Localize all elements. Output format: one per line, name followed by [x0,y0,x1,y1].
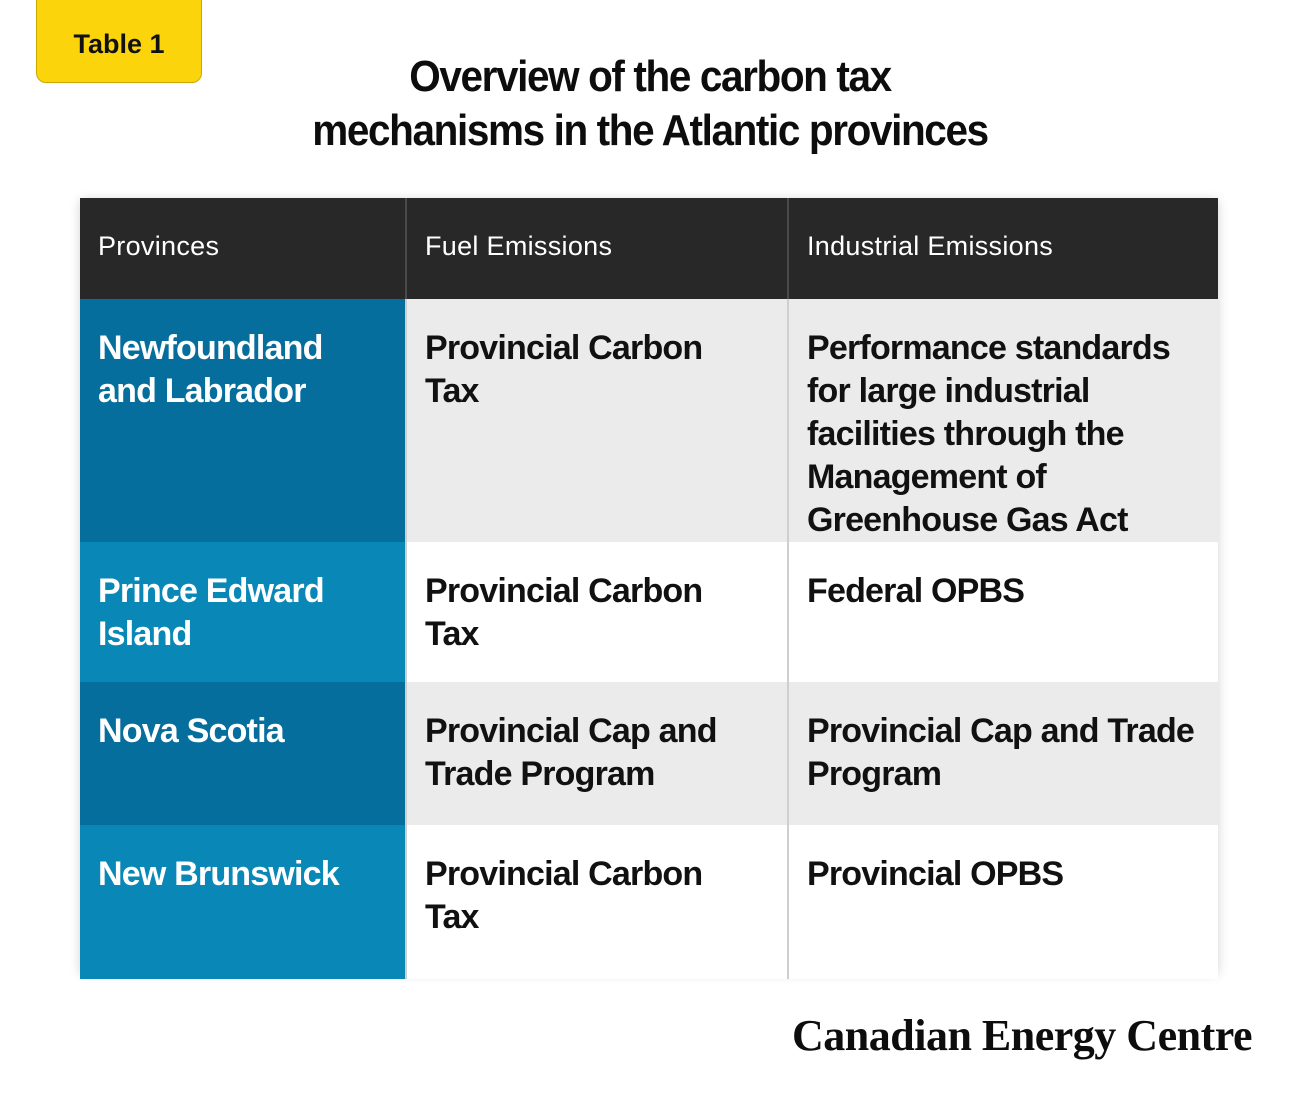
province-cell: New Brunswick [80,825,406,979]
province-cell: Newfoundland and Labrador [80,299,406,542]
column-header-provinces: Provinces [80,198,406,299]
industrial-emissions-cell: Federal OPBS [788,542,1218,682]
fuel-emissions-cell: Provincial Carbon Tax [406,542,788,682]
fuel-emissions-cell: Provincial Carbon Tax [406,825,788,979]
fuel-emissions-cell: Provincial Cap and Trade Program [406,682,788,825]
brand-logo-text: Canadian Energy Centre [792,1011,1252,1060]
table-row [80,542,1218,682]
industrial-emissions-cell: Performance standards for large industrial facilities through the Management of Greenhouse Gas Act [788,299,1218,542]
page-title [190,50,1110,158]
industrial-emissions-cell: Provincial OPBS [788,825,1218,979]
title-line-1: Overview of the carbon tax [409,52,891,101]
province-cell: Nova Scotia [80,682,406,825]
table-header-row [80,198,1218,299]
column-header-fuel-emissions: Fuel Emissions [406,198,788,299]
table-row [80,825,1218,979]
table-row [80,682,1218,825]
table-row [80,299,1218,542]
fuel-emissions-cell: Provincial Carbon Tax [406,299,788,542]
table-number-badge [36,0,202,83]
column-header-industrial-emissions: Industrial Emissions [788,198,1218,299]
industrial-emissions-cell: Provincial Cap and Trade Program [788,682,1218,825]
table [80,198,1218,979]
title-line-2: mechanisms in the Atlantic provinces [312,106,988,155]
province-cell: Prince Edward Island [80,542,406,682]
badge-label: Table 1 [73,29,165,59]
carbon-tax-table [80,198,1218,972]
